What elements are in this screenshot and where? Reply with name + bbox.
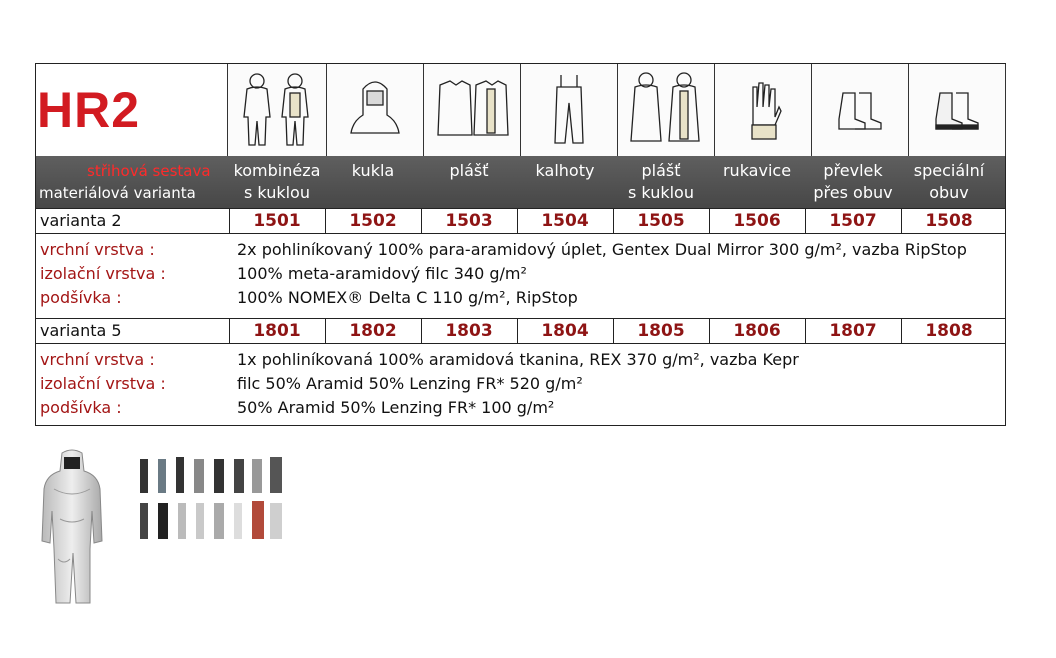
product-code: 1803 (445, 321, 493, 341)
product-code: 1505 (637, 211, 685, 231)
col-header: kalhoty (535, 161, 595, 180)
glove-icon (715, 64, 812, 156)
product-code: 1802 (349, 321, 397, 341)
label-cut: střihová sestava (87, 162, 211, 180)
hood-icon (327, 64, 424, 156)
col-header: převlek přes obuv (813, 161, 893, 202)
product-code: 1806 (733, 321, 781, 341)
product-code: 1508 (925, 211, 973, 231)
garment-icons-row (227, 64, 1006, 156)
variant-row (36, 318, 1005, 344)
suit-with-hood-icon (228, 64, 327, 156)
coat-with-hood-icon (618, 64, 715, 156)
product-thumbnails (134, 453, 290, 545)
col-header: speciální obuv (913, 161, 985, 202)
product-code: 1504 (541, 211, 589, 231)
product-code: 1808 (925, 321, 973, 341)
col-header: rukavice (722, 161, 792, 180)
trousers-icon (521, 64, 618, 156)
product-code: 1503 (445, 211, 493, 231)
product-card: HR2 střihová sestava materiálová varianta kombinéza s kuklou kukla plášť kalhoty plášť s kuklou rukavice převlek přes obuv speciální obuv varianta 2 1501 1502 1503 1504 1505 1506 1507 1508 vrchní vrstva : 2x pohliníkovaný 100% para-aramidový úplet, Gentex Dual Mirror 300 g/m², vazba RipStop izolační vrstva : 100% meta-aramidový filc 340 g/m² podšívka : 100% NOMEX® Delta C 110 g/m², RipStop varianta 5 1801 1802 1803 1804 1805 1806 1807 1808 vrchní vrstva : 1x pohliníkovaná 100% aramidová tkanina, REX 370 g/m², vazba Kepr izolační vrstva : filc 50% Aramid 50% Lenzing FR* 520 g/m² podšívka : 50% Aramid 50% Lenzing FR* 100 g/m² (35, 63, 1006, 426)
product-title: HR2 (37, 82, 141, 138)
product-code: 1805 (637, 321, 685, 341)
table-header (36, 156, 1005, 208)
label-material: materiálová varianta (39, 184, 196, 202)
variant-name: varianta 5 (40, 321, 122, 340)
coat-icon (424, 64, 521, 156)
product-code: 1502 (349, 211, 397, 231)
product-code: 1804 (541, 321, 589, 341)
col-header: plášť s kuklou (628, 161, 694, 202)
product-code: 1507 (829, 211, 877, 231)
product-code: 1506 (733, 211, 781, 231)
product-code: 1801 (253, 321, 301, 341)
col-header: kombinéza s kuklou (233, 161, 321, 202)
variant-name: varianta 2 (40, 211, 122, 230)
product-code: 1807 (829, 321, 877, 341)
product-code: 1501 (253, 211, 301, 231)
col-header: kukla (351, 161, 395, 180)
overshoe-icon (812, 64, 909, 156)
variant-row (36, 208, 1005, 234)
suit-photo (40, 449, 104, 607)
col-header: plášť (449, 161, 489, 180)
boot-icon (909, 64, 1006, 156)
